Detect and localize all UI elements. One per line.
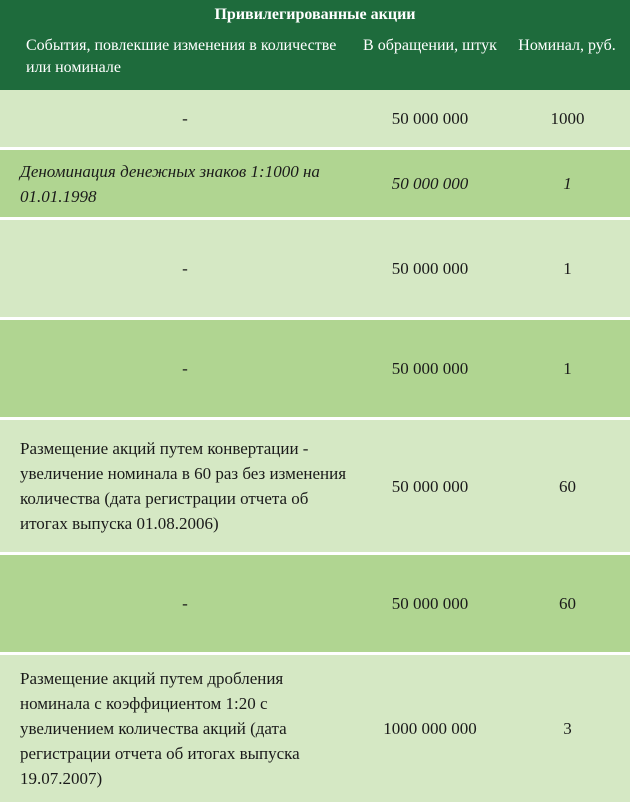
table-row [0,90,630,147]
header-outstanding: В обращении, штук [363,37,497,54]
outstanding-cell: 50 000 000 [391,476,469,496]
header-events: События, повлекшие изменения в количестве или номинале [26,37,337,76]
table-title: Привилегированные акции [214,6,416,23]
outstanding-cell: 50 000 000 [391,259,469,278]
header-nominal: Номинал, руб. [518,37,616,54]
nominal-cell: 1 [563,359,572,378]
event-cell: Размещение акций путем дробления номинала с коэффициентом 1:20 с увеличением количества акций (дата регистрации отчета об итогах выпуска 19.07.2007) [20,669,300,788]
outstanding-cell: 50 000 000 [391,359,469,378]
nominal-cell: 1000 [550,109,585,128]
table-header [0,0,630,90]
table-row [0,320,630,417]
nominal-cell: 60 [559,476,576,496]
nominal-cell: 1 [563,259,572,278]
outstanding-cell: 50 000 000 [391,174,469,193]
nominal-cell: 3 [563,719,572,738]
event-cell: Деноминация денежных знаков 1:1000 на 01.01.1998 [20,161,320,206]
table-row [0,555,630,652]
event-cell: Размещение акций путем конвертации - увеличение номинала в 60 раз без изменения количества (дата регистрации отчета об итогах выпуска 01.08.2006) [20,439,347,533]
event-cell: - [182,594,188,613]
table-row [0,655,630,802]
nominal-cell: 1 [563,174,572,193]
event-cell: - [182,259,188,278]
event-cell: - [182,109,188,128]
table-row [0,220,630,317]
table-row [0,420,630,552]
outstanding-cell: 1000 000 000 [383,719,477,738]
outstanding-cell: 50 000 000 [391,109,469,128]
nominal-cell: 60 [559,594,576,613]
outstanding-cell: 50 000 000 [391,594,469,613]
event-cell: - [182,359,188,378]
table-row [0,150,630,217]
